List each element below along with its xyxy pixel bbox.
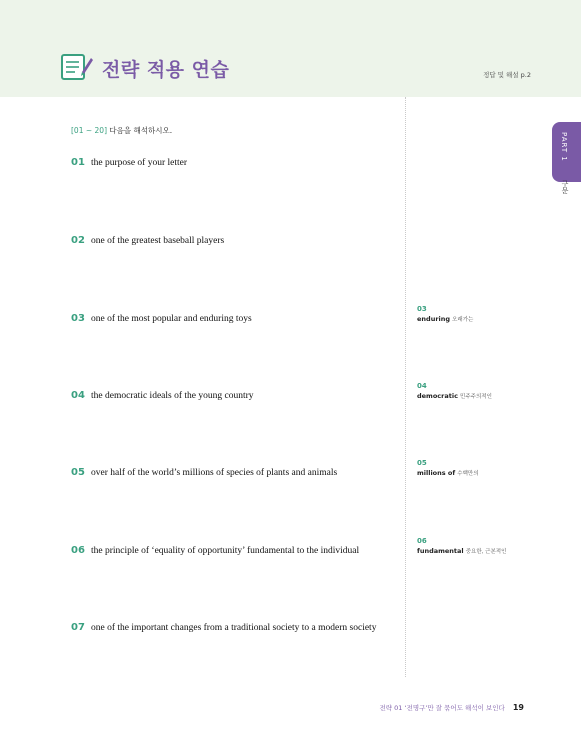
part-tab-label: PART 1 xyxy=(560,132,568,162)
item-text: one of the greatest baseball players xyxy=(91,236,225,246)
item-text: the purpose of your letter xyxy=(91,158,188,168)
note-meaning: 민주주의적인 xyxy=(460,394,492,400)
vocab-note xyxy=(417,305,473,325)
page-footer xyxy=(380,703,524,712)
note-meaning: 중요한, 근본적인 xyxy=(465,549,507,555)
item-number: 04 xyxy=(71,390,85,401)
instruction xyxy=(71,125,172,136)
item-text: the democratic ideals of the young country xyxy=(91,391,254,401)
item-number: 03 xyxy=(71,313,85,324)
item-text: one of the important changes from a traditional society to a modern society xyxy=(91,623,377,633)
note-meaning: 오래가는 xyxy=(452,317,474,323)
answer-reference: 정답 및 해설 p.2 xyxy=(483,71,531,79)
note-word: fundamental xyxy=(417,547,464,555)
item-number: 01 xyxy=(71,157,85,168)
note-number: 04 xyxy=(417,382,427,390)
instruction-range: [01 ~ 20] xyxy=(71,126,107,135)
section-label: 구문 xyxy=(561,180,569,194)
vocab-note xyxy=(417,459,479,479)
page-number: 19 xyxy=(512,703,524,712)
item-text: the principle of ‘equality of opportunity’ fundamental to the individual xyxy=(91,546,360,556)
note-meaning: 수백만의 xyxy=(457,471,479,477)
vocab-note xyxy=(417,537,506,557)
column-divider xyxy=(405,97,406,677)
instruction-text: 다음을 해석하시오. xyxy=(109,126,173,135)
note-word: millions of xyxy=(417,469,456,477)
note-number: 05 xyxy=(417,459,427,467)
note-word: democratic xyxy=(417,392,458,400)
item-number: 02 xyxy=(71,235,85,246)
notebook-pencil-icon xyxy=(60,52,94,82)
page-title: 전략 적용 연습 xyxy=(102,59,230,81)
page-header xyxy=(0,0,581,97)
item-number: 05 xyxy=(71,467,85,478)
note-word: enduring xyxy=(417,315,451,323)
note-number: 03 xyxy=(417,305,427,313)
footer-chapter: 전략 01 ‘전명구’만 잘 묶어도 해석이 보인다 xyxy=(379,704,505,712)
item-number: 07 xyxy=(71,622,85,633)
item-number: 06 xyxy=(71,545,85,556)
part-tab xyxy=(552,122,581,182)
note-number: 06 xyxy=(417,537,427,545)
vocab-note xyxy=(417,382,492,402)
item-text: over half of the world’s millions of species of plants and animals xyxy=(91,468,338,478)
item-text: one of the most popular and enduring toys xyxy=(91,314,252,324)
